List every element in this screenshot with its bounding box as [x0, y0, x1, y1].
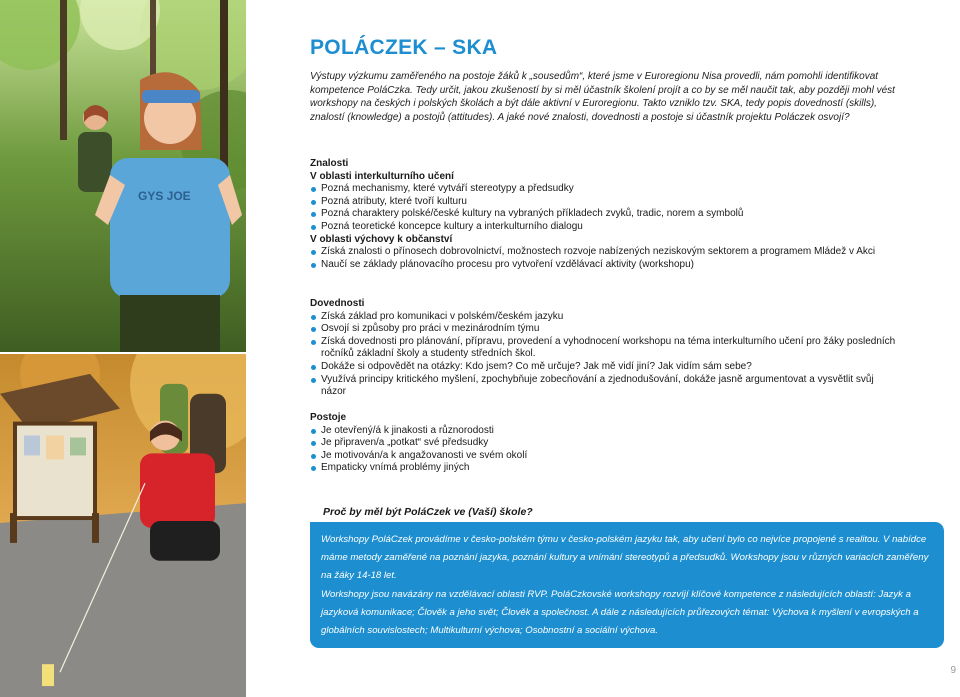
list-item: Pozná atributy, které tvoří kulturu [310, 196, 900, 209]
knowledge-section [310, 158, 900, 271]
list-item: Pozná teoretické koncepce kultury a interkulturního dialogu [310, 221, 900, 234]
blindfolded-students-in-forest-photo [0, 0, 246, 352]
list-item: Je otevřený/á k jinakosti a různorodosti [310, 425, 900, 438]
svg-text:GYS JOE: GYS JOE [138, 189, 191, 203]
list-item: Je motivován/a k angažovanosti ve svém okolí [310, 450, 900, 463]
list-item: Získá znalosti o přínosech dobrovolnictví, možnostech rozvoje nabízených neziskovým sektorem a programem Mládež v Akci [310, 246, 900, 259]
attitudes-heading: Postoje [310, 412, 347, 423]
page-title: POLÁCZEK – SKA [310, 36, 498, 59]
list-item: Empaticky vnímá problémy jiných [310, 462, 900, 475]
callout-paragraph: Workshopy jsou navázány na vzdělávací oblasti RVP. PoláCzkovské workshopy rozvíjí klíčové kompetence z následujících oblastí: Jazyk a jazyková komunikace; Člověk a jeho svět; Člověk a společnost. A dále z následujících průřezových témat: Výchova k myšlení v evropských a globálních souvislostech; Multikulturní výchova; Osobnostní a sociální výchova. [321, 588, 919, 637]
callout-box [310, 522, 944, 648]
list-item: Osvojí si způsoby pro práci v mezinárodním týmu [310, 323, 900, 336]
why-heading: Proč by měl být PoláCzek ve (Vaší) škole? [323, 506, 533, 518]
skills-list [310, 311, 900, 399]
list-item: Získá dovednosti pro plánování, přípravu, provedení a vyhodnocení workshopu na téma interkulturního učení pro žáky posledních ročníků základní školy a studenty středních škol. [310, 336, 900, 361]
list-item: Pozná charaktery polské/české kultury na vybraných příkladech zvyků, tradic, norem a symbolů [310, 208, 900, 221]
page-number: 9 [950, 665, 956, 676]
list-item: Je připraven/a „potkat“ své předsudky [310, 437, 900, 450]
attitudes-section [310, 412, 900, 475]
intercultural-learning-list [310, 183, 900, 233]
list-item: Naučí se základy plánovacího procesu pro vytvoření vzdělávací aktivity (workshopu) [310, 259, 900, 272]
student-kneeling-with-string-photo [0, 352, 246, 697]
list-item: Využívá principy kritického myšlení, zpochybňuje zobecňování a zjednodušování, dokáže jasně argumentovat a vysvětlit svůj názor [310, 374, 900, 399]
attitudes-list [310, 425, 900, 475]
civic-education-list [310, 246, 900, 271]
list-item: Pozná mechanismy, které vytváří stereotypy a předsudky [310, 183, 900, 196]
callout-paragraph: Workshopy PoláCzek provádíme v česko-polském týmu v česko-polském jazyku tak, aby učení bylo co nejvíce propojené s realitou. V nabídce máme metody zaměřené na poznání jazyka, poznání kultury a vnímání stereotypů a předsudků. Workshopy jsou v různých variacích zaměřeny na žáky 14-18 let. [321, 534, 929, 582]
civic-education-subheading: V oblasti výchovy k občanství [310, 233, 453, 245]
photo-column [0, 0, 246, 697]
list-item: Dokáže si odpovědět na otázky: Kdo jsem? Co mě určuje? Jak mě vidí jiní? Jak vidím sám sebe? [310, 361, 900, 374]
skills-heading: Dovednosti [310, 298, 365, 309]
list-item: Získá základ pro komunikaci v polském/českém jazyku [310, 311, 900, 324]
intercultural-learning-subheading: V oblasti interkulturního učení [310, 170, 454, 182]
skills-section [310, 298, 900, 399]
intro-paragraph: Výstupy výzkumu zaměřeného na postoje žáků k „sousedům“, které jsme v Euroregionu Nisa provedli, nám pomohli identifikovat kompetence PoláCzka. Tedy určit, jakou zkušeností by si měl účastník školení projít a co by se měl naučit tak, aby později mohl vést workshopy na českých i polských školách a být dále aktivní v Euroregionu. Takto vzniklo tzv. SKA, tedy popis dovedností (skills), znalostí (knowledge) a postojů (attitudes). A jaké nové znalosti, dovednosti a postoje si účastník projektu Poláczek osvojí? [310, 71, 895, 123]
knowledge-heading: Znalosti [310, 158, 349, 169]
